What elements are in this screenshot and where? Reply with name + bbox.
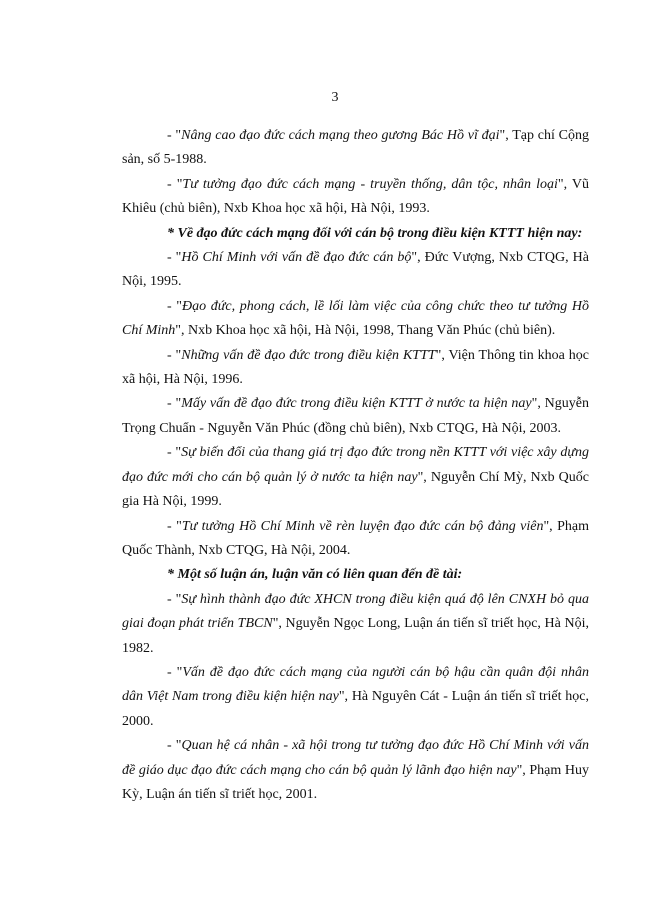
reference-title: Những vấn đề đạo đức trong điều kiện KTTT xyxy=(181,347,436,363)
page-number: 3 xyxy=(331,90,339,105)
reference-title: Tư tưởng Hồ Chí Minh về rèn luyện đạo đức cán bộ đảng viên xyxy=(181,518,544,534)
section-heading: * Một số luận án, luận văn có liên quan đến đề tài: xyxy=(167,567,463,583)
reference-title: Quan hệ cá nhân - xã hội trong tư tưởng đạo đức Hồ Chí Minh với vấn đề giáo dục đạo đức cách mạng cho cán bộ quản lý lãnh đạo hiện nay xyxy=(122,738,589,778)
reference-item: - "Những vấn đề đạo đức trong điều kiện KTTT", Viện Thông tin khoa học xã hội, Hà Nội, 1996. xyxy=(122,347,589,388)
reference-title: Sự hình thành đạo đức XHCN trong điều kiện quá độ lên CNXH bỏ qua giai đoạn phát triển TBCN xyxy=(122,591,589,632)
reference-title: Đạo đức, phong cách, lề lối làm việc của công chức theo tư tưởng Hồ Chí Minh xyxy=(122,298,589,339)
reference-item: - "Nâng cao đạo đức cách mạng theo gương Bác Hồ vĩ đại", Tạp chí Cộng sản, số 5-1988. xyxy=(122,128,589,168)
reference-item: - "Quan hệ cá nhân - xã hội trong tư tưởng đạo đức Hồ Chí Minh với vấn đề giáo dục đạo đức cách mạng cho cán bộ quản lý lãnh đạo hiện nay", Phạm Huy Kỳ, Luận án tiến sĩ triết học, 2001. xyxy=(122,738,589,802)
section-heading: * Về đạo đức cách mạng đối với cán bộ trong điều kiện KTTT hiện nay: xyxy=(167,225,583,241)
reference-title: Hồ Chí Minh với vấn đề đạo đức cán bộ xyxy=(181,250,412,266)
reference-title: Sự biến đổi của thang giá trị đạo đức trong nền KTTT với việc xây dựng đạo đức mới cho cán bộ quản lý ở nước ta hiện nay xyxy=(122,445,589,485)
reference-item: - "Mấy vấn đề đạo đức trong điều kiện KTTT ở nước ta hiện nay", Nguyễn Trọng Chuẩn - Nguyễn Văn Phúc (đồng chủ biên), Nxb CTQG, Hà Nội, 2003. xyxy=(122,396,589,436)
reference-item: - "Tư tưởng Hồ Chí Minh về rèn luyện đạo đức cán bộ đảng viên", Phạm Quốc Thành, Nxb CTQG, Hà Nội, 2004. xyxy=(122,518,589,558)
reference-item: - "Tư tưởng đạo đức cách mạng - truyền thống, dân tộc, nhân loại", Vũ Khiêu (chủ biên), Nxb Khoa học xã hội, Hà Nội, 1993. xyxy=(122,176,589,217)
reference-item: - "Đạo đức, phong cách, lề lối làm việc của công chức theo tư tưởng Hồ Chí Minh", Nxb Khoa học xã hội, Hà Nội, 1998, Thang Văn Phúc (chủ biên). xyxy=(122,298,589,339)
reference-item: - "Sự hình thành đạo đức XHCN trong điều kiện quá độ lên CNXH bỏ qua giai đoạn phát triển TBCN", Nguyễn Ngọc Long, Luận án tiến sĩ triết học, Hà Nội, 1982. xyxy=(122,591,590,656)
reference-item: - "Sự biến đổi của thang giá trị đạo đức trong nền KTTT với việc xây dựng đạo đức mới cho cán bộ quản lý ở nước ta hiện nay", Nguyễn Chí Mỳ, Nxb Quốc gia Hà Nội, 1999. xyxy=(122,445,590,510)
reference-item: - "Vấn đề đạo đức cách mạng của người cán bộ hậu cần quân đội nhân dân Việt Nam trong điều kiện hiện nay", Hà Nguyên Cát - Luận án tiến sĩ triết học, 2000. xyxy=(122,664,589,729)
reference-title: Nâng cao đạo đức cách mạng theo gương Bác Hồ vĩ đại xyxy=(181,128,500,143)
reference-item: - "Hồ Chí Minh với vấn đề đạo đức cán bộ", Đức Vượng, Nxb CTQG, Hà Nội, 1995. xyxy=(122,250,589,290)
reference-list xyxy=(122,124,589,807)
reference-title: Mấy vấn đề đạo đức trong điều kiện KTTT ở nước ta hiện nay xyxy=(181,396,532,412)
reference-title: Tư tưởng đạo đức cách mạng - truyền thống, dân tộc, nhân loại xyxy=(182,176,558,192)
reference-title: Vấn đề đạo đức cách mạng của người cán bộ hậu cần quân đội nhân dân Việt Nam trong điều kiện hiện nay xyxy=(122,664,589,705)
